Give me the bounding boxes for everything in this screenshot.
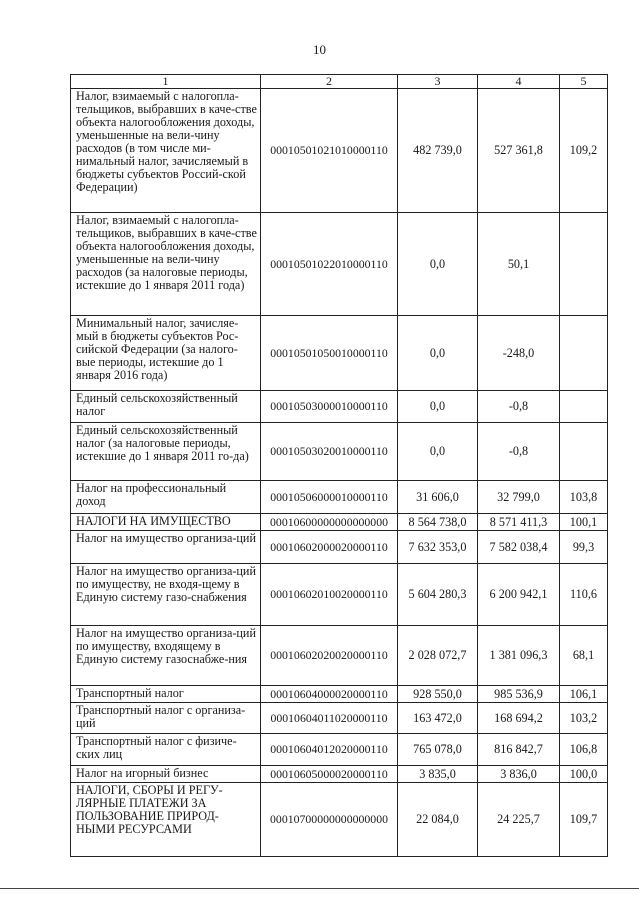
table-row [71, 686, 608, 703]
row-col4: -0,8 [478, 423, 560, 481]
row-col4: 985 536,9 [478, 686, 560, 703]
header-col-4: 4 [478, 75, 560, 89]
row-code: 00010605000020000110 [261, 766, 398, 783]
row-col4: 7 582 038,4 [478, 531, 560, 564]
budget-table [70, 74, 608, 857]
row-col3: 7 632 353,0 [398, 531, 478, 564]
row-name: Минимальный налог, зачисляе-мый в бюджеты субъектов Рос-сийской Федерации (за налого-вые периоды, истекшие до 1 января 2016 года) [71, 316, 261, 391]
row-name: Налог на имущество организа-ций [71, 531, 261, 564]
row-code: 00010503000010000110 [261, 391, 398, 423]
row-name: Транспортный налог [71, 686, 261, 703]
table-row [71, 626, 608, 686]
row-code: 00010600000000000000 [261, 514, 398, 531]
row-col4: -0,8 [478, 391, 560, 423]
row-col5: 68,1 [560, 626, 608, 686]
row-col5 [560, 391, 608, 423]
row-col4: 168 694,2 [478, 703, 560, 734]
row-code: 00010602010020000110 [261, 564, 398, 626]
row-code: 00010604000020000110 [261, 686, 398, 703]
row-col3: 0,0 [398, 391, 478, 423]
table-row [71, 703, 608, 734]
row-col3: 5 604 280,3 [398, 564, 478, 626]
header-col-2: 2 [261, 75, 398, 89]
table-row [71, 766, 608, 783]
table-row [71, 783, 608, 857]
table-row [71, 213, 608, 316]
row-col5: 100,1 [560, 514, 608, 531]
row-col4: 6 200 942,1 [478, 564, 560, 626]
row-name: Транспортный налог с физиче-ских лиц [71, 734, 261, 766]
row-name: НАЛОГИ НА ИМУЩЕСТВО [71, 514, 261, 531]
row-code: 00010501050010000110 [261, 316, 398, 391]
row-col3: 765 078,0 [398, 734, 478, 766]
row-code: 00010503020010000110 [261, 423, 398, 481]
row-col3: 0,0 [398, 423, 478, 481]
row-name: Налог, взимаемый с налогопла-тельщиков, выбравших в каче-стве объекта налогообложения доходы, уменьшенные на вели-чину расходов (в том числе ми-нимальный налог, зачисляемый в бюджеты субъектов Россий-ской Федерации) [71, 89, 261, 213]
row-col4: 32 799,0 [478, 481, 560, 514]
row-col3: 928 550,0 [398, 686, 478, 703]
row-col4: 24 225,7 [478, 783, 560, 857]
page-number: 10 [313, 42, 326, 57]
row-name: Налог, взимаемый с налогопла-тельщиков, выбравших в каче-стве объекта налогообложения доходы, уменьшенные на вели-чину расходов (за налоговые периоды, истекшие до 1 января 2011 года) [71, 213, 261, 316]
table-row [71, 734, 608, 766]
row-col5: 109,2 [560, 89, 608, 213]
row-code: 00010506000010000110 [261, 481, 398, 514]
page-bottom-rule [0, 888, 639, 889]
row-code: 00010501022010000110 [261, 213, 398, 316]
row-code: 00010602020020000110 [261, 626, 398, 686]
row-code: 00010501021010000110 [261, 89, 398, 213]
row-col5: 100,0 [560, 766, 608, 783]
table-row [71, 531, 608, 564]
table-row [71, 391, 608, 423]
row-col5 [560, 316, 608, 391]
row-col5 [560, 213, 608, 316]
row-name: НАЛОГИ, СБОРЫ И РЕГУ-ЛЯРНЫЕ ПЛАТЕЖИ ЗА ПОЛЬЗОВАНИЕ ПРИРОД-НЫМИ РЕСУРСАМИ [71, 783, 261, 857]
row-name: Налог на имущество организа-ций по имуществу, входящему в Единую систему газоснабже-ния [71, 626, 261, 686]
row-col5: 103,8 [560, 481, 608, 514]
row-code: 00010602000020000110 [261, 531, 398, 564]
row-name: Транспортный налог с организа-ций [71, 703, 261, 734]
row-col3: 31 606,0 [398, 481, 478, 514]
table-row [71, 316, 608, 391]
row-col3: 8 564 738,0 [398, 514, 478, 531]
row-col4: 816 842,7 [478, 734, 560, 766]
row-col3: 163 472,0 [398, 703, 478, 734]
row-col3: 22 084,0 [398, 783, 478, 857]
row-col4: 50,1 [478, 213, 560, 316]
row-name: Единый сельскохозяйственный налог (за налоговые периоды, истекшие до 1 января 2011 го-да) [71, 423, 261, 481]
row-col5 [560, 423, 608, 481]
row-col5: 106,8 [560, 734, 608, 766]
table-row [71, 89, 608, 213]
row-col3: 2 028 072,7 [398, 626, 478, 686]
row-name: Налог на профессиональный доход [71, 481, 261, 514]
row-name: Единый сельскохозяйственный налог [71, 391, 261, 423]
row-col3: 0,0 [398, 213, 478, 316]
row-col4: -248,0 [478, 316, 560, 391]
row-col4: 3 836,0 [478, 766, 560, 783]
row-col5: 110,6 [560, 564, 608, 626]
row-col3: 0,0 [398, 316, 478, 391]
row-col5: 106,1 [560, 686, 608, 703]
row-name: Налог на игорный бизнес [71, 766, 261, 783]
header-col-3: 3 [398, 75, 478, 89]
row-col4: 1 381 096,3 [478, 626, 560, 686]
row-name: Налог на имущество организа-ций по имуществу, не входя-щему в Единую систему газо-снабжения [71, 564, 261, 626]
row-col5: 103,2 [560, 703, 608, 734]
row-code: 00010700000000000000 [261, 783, 398, 857]
row-code: 00010604012020000110 [261, 734, 398, 766]
table-header-row [71, 75, 608, 89]
row-code: 00010604011020000110 [261, 703, 398, 734]
row-col3: 482 739,0 [398, 89, 478, 213]
table-row [71, 423, 608, 481]
row-col3: 3 835,0 [398, 766, 478, 783]
table-row [71, 514, 608, 531]
table-row [71, 564, 608, 626]
row-col4: 8 571 411,3 [478, 514, 560, 531]
header-col-1: 1 [71, 75, 261, 89]
header-col-5: 5 [560, 75, 608, 89]
row-col5: 99,3 [560, 531, 608, 564]
table-row [71, 481, 608, 514]
row-col4: 527 361,8 [478, 89, 560, 213]
row-col5: 109,7 [560, 783, 608, 857]
